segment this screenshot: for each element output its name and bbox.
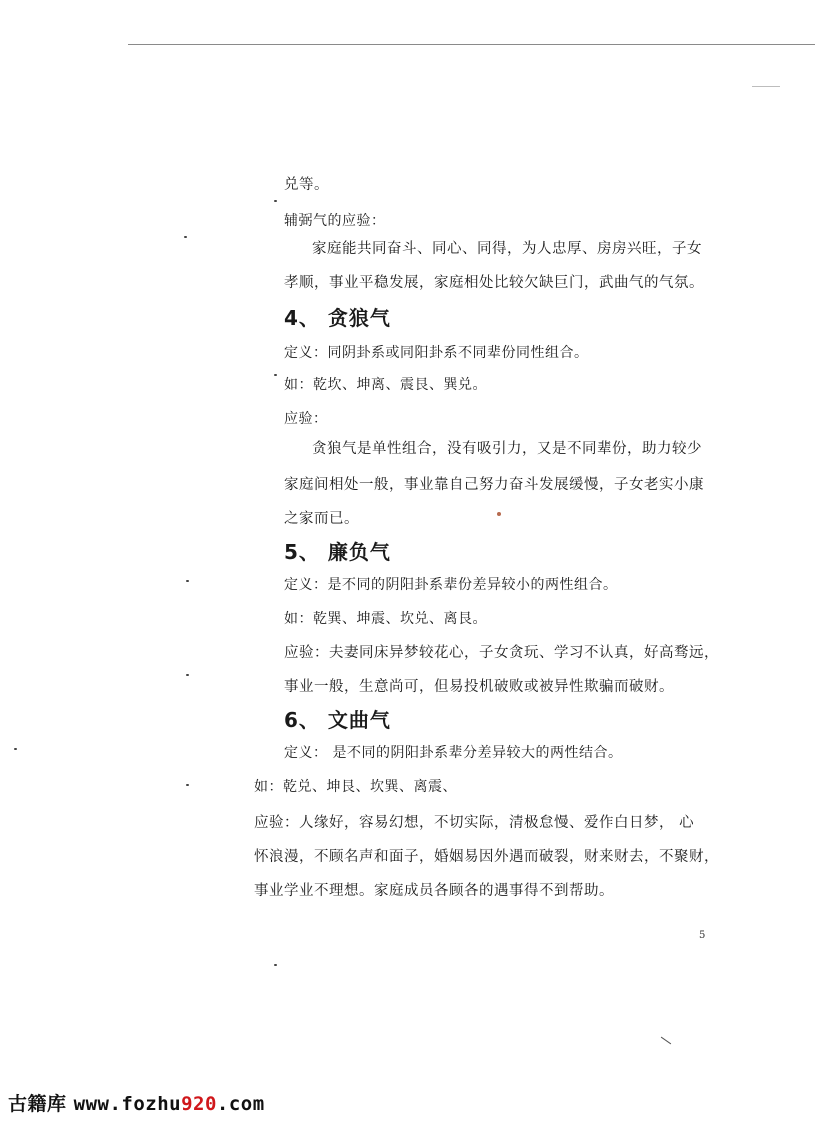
section-6-definition: 定义： 是不同的阴阳卦系辈分差异较大的两性结合。	[284, 745, 623, 761]
section-4-example: 如：乾坎、坤离、震艮、巽兑。	[284, 377, 487, 393]
section-6-verification-line-3: 事业学业不理想。家庭成员各顾各的遇事得不到帮助。	[254, 883, 614, 899]
section-5-definition: 定义：是不同的阴阳卦系辈份差异较小的两性组合。	[284, 577, 618, 593]
scan-speck	[14, 748, 17, 750]
section-6-heading: 6、 文曲气	[284, 708, 391, 732]
section-4-heading: 4、 贪狼气	[284, 306, 391, 330]
scan-corner-mark	[752, 86, 780, 87]
section-5-verification-line-1: 应验：夫妻同床异梦较花心，子女贪玩、学习不认真，好高骛远，	[284, 645, 719, 661]
section-5-example: 如：乾巽、坤震、坎兑、离艮。	[284, 611, 487, 627]
watermark-url-suffix: .com	[216, 1093, 265, 1115]
text-line-4: 孝顺，事业平稳发展，家庭相处比较欠缺巨门，武曲气的气氛。	[284, 275, 704, 291]
watermark-url-number: 920	[181, 1093, 217, 1115]
watermark-site-name: 古籍库	[8, 1093, 67, 1115]
scan-speck	[274, 964, 277, 966]
section-4-definition: 定义：同阴卦系或同阳卦系不同辈份同性组合。	[284, 345, 589, 361]
watermark-url-prefix: www.fozhu	[73, 1093, 182, 1115]
scan-speck	[186, 784, 189, 786]
section-6-verification-line-2: 怀浪漫，不顾名声和面子，婚姻易因外遇而破裂，财来财去，不聚财，	[254, 849, 719, 865]
section-4-verification-line-2: 家庭间相处一般，事业靠自己努力奋斗发展缓慢，子女老实小康	[284, 477, 704, 493]
scan-speck	[274, 200, 277, 202]
text-line-2: 辅弼气的应验：	[284, 213, 386, 229]
scan-speck	[186, 674, 189, 676]
section-5-verification-line-2: 事业一般，生意尚可，但易投机破败或被异性欺骗而破财。	[284, 679, 674, 695]
scan-stroke-mark	[661, 1037, 671, 1045]
top-rule-line	[128, 44, 815, 45]
scan-speck	[186, 580, 189, 582]
text-line-3: 家庭能共同奋斗、同心、同得，为人忠厚、房房兴旺，子女	[312, 241, 702, 257]
watermark-text	[8, 1089, 265, 1116]
section-6-example: 如：乾兑、坤艮、坎巽、离震、	[254, 779, 457, 795]
text-line-1: 兑等。	[284, 177, 329, 193]
scan-speck	[184, 236, 187, 238]
section-4-verification-line-3: 之家而已。	[284, 511, 359, 527]
section-4-verification-label: 应验：	[284, 411, 328, 427]
section-5-heading: 5、 廉负气	[284, 540, 391, 564]
scan-speck	[497, 512, 501, 516]
scan-speck	[274, 374, 277, 376]
section-6-verification-line-1: 应验：人缘好，容易幻想，不切实际，清极怠慢、爱作白日梦， 心	[254, 815, 695, 831]
section-4-verification-line-1: 贪狼气是单性组合，没有吸引力，又是不同辈份，助力较少	[312, 441, 702, 457]
page-number: 5	[699, 930, 706, 941]
